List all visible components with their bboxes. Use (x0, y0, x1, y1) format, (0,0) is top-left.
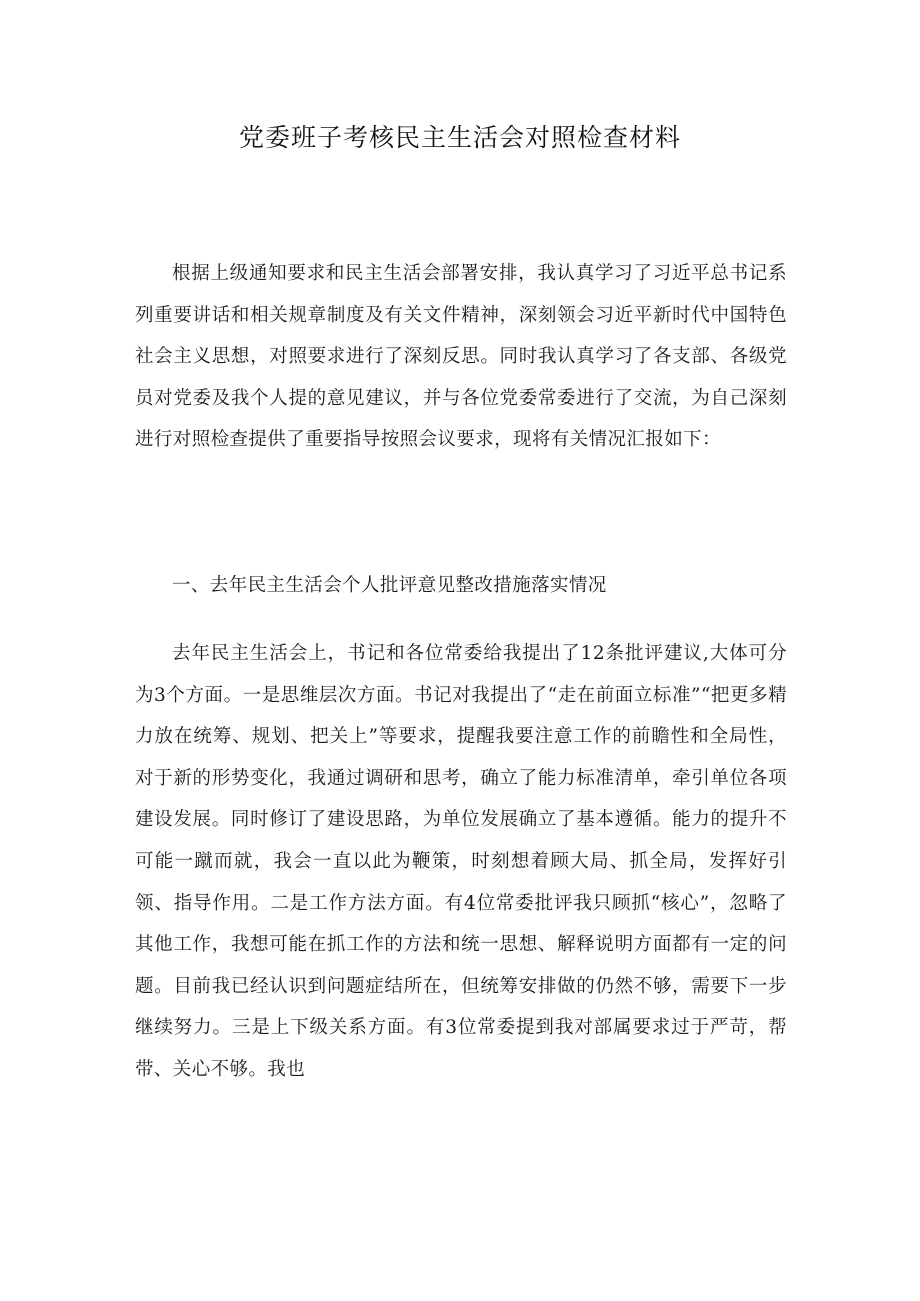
intro-paragraph: 根据上级通知要求和民主生活会部署安排，我认真学习了习近平总书记系列重要讲话和相关规章制度及有关文件精神，深刻领会习近平新时代中国特色社会主义思想，对照要求进行了深刻反思。同时我认真学习了各支部、各级党员对党委及我个人提的意见建议，并与各位党委常委进行了交流，为自己深刻进行对照检查提供了重要指导按照会议要求，现将有关情况汇报如下： (135, 263, 787, 451)
section-heading: 一、去年民主生活会个人批评意见整改措施落实情况 (172, 575, 607, 596)
section-paragraph: 去年民主生活会上，书记和各位常委给我提出了12条批评建议,大体可分为3个方面。一是思维层次方面。书记对我提出了“走在前面立标准”“把更多精力放在统筹、规划、把关上”等要求，提醒我要注意工作的前瞻性和全局性，对于新的形势变化，我通过调研和思考，确立了能力标准清单，牵引单位各项建设发展。同时修订了建设思路，为单位发展确立了基本遵循。能力的提升不可能一蹴而就，我会一直以此为鞭策，时刻想着顾大局、抓全局，发挥好引领、指导作用。二是工作方法方面。有4位常委批评我只顾抓“核心”，忽略了其他工作，我想可能在抓工作的方法和统一思想、解释说明方面都有一定的问题。目前我已经认识到问题症结所在，但统筹安排做的仍然不够，需要下一步继续努力。三是上下级关系方面。有3位常委提到我对部属要求过于严苛，帮带、关心不够。我也 (135, 643, 787, 1080)
document-title: 党委班子考核民主生活会对照检查材料 (238, 123, 681, 152)
